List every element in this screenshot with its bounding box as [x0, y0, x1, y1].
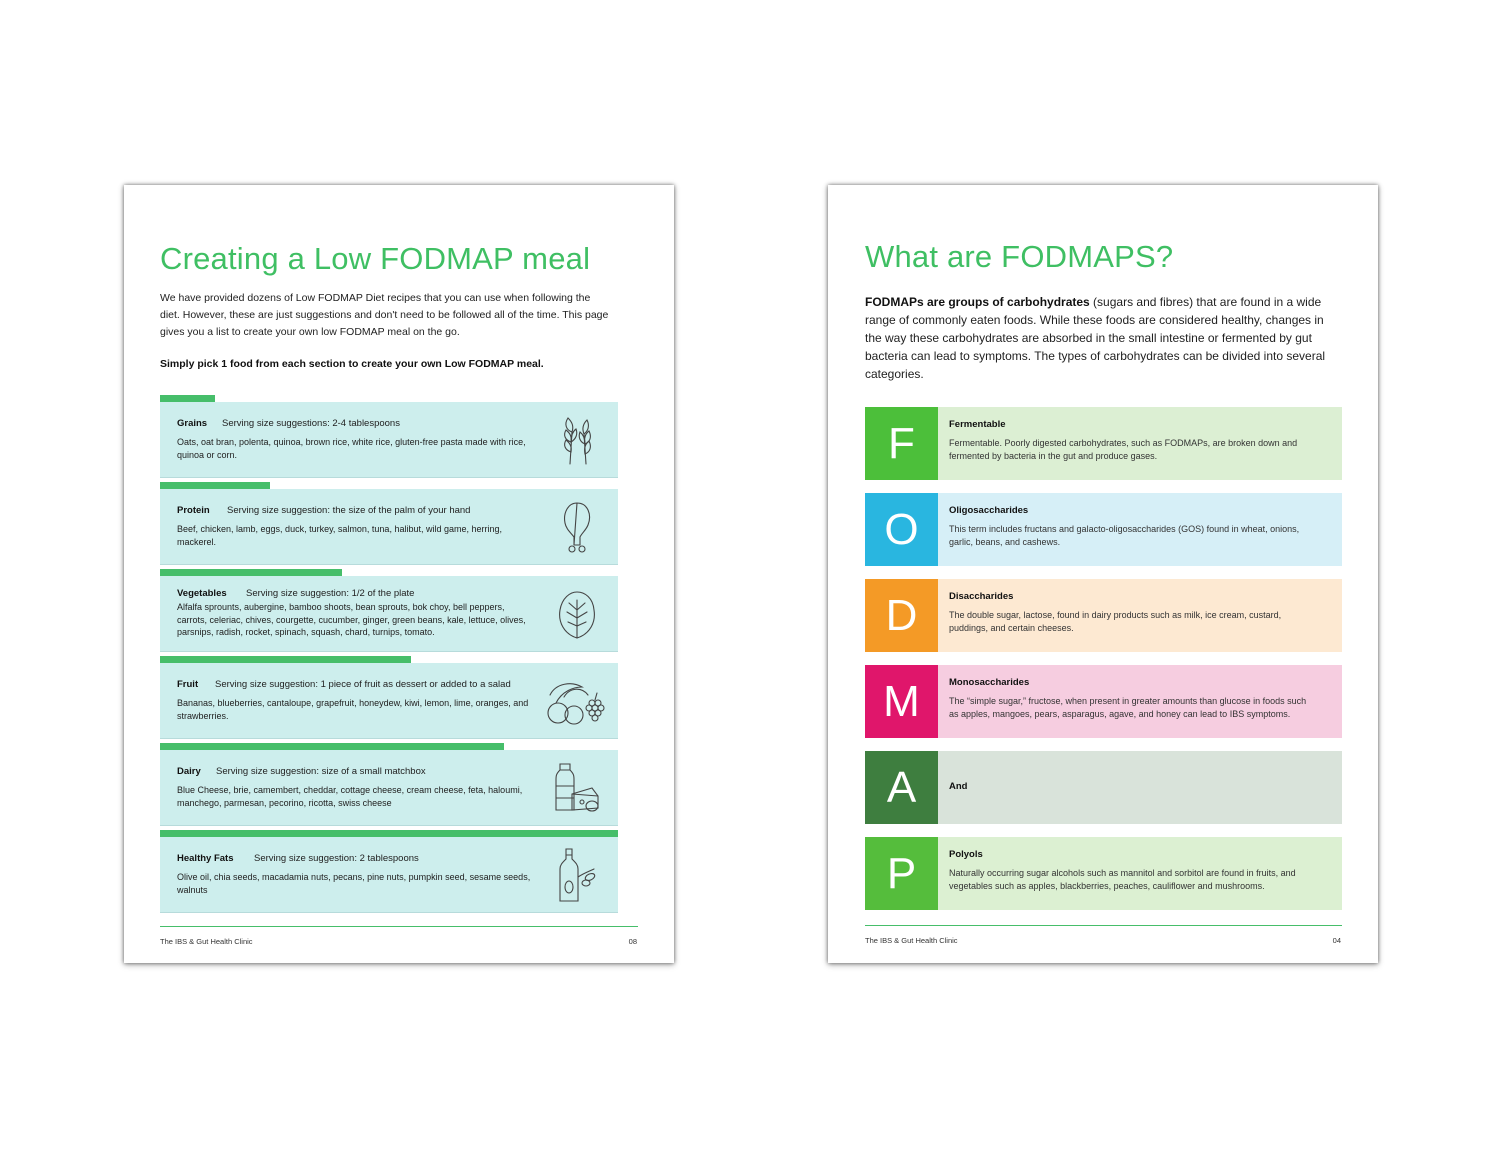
letter: P — [886, 848, 917, 898]
milk-cheese-icon — [552, 760, 602, 816]
section-name: Vegetables — [177, 588, 227, 599]
row-content — [938, 837, 1342, 910]
row-content — [938, 751, 1342, 824]
section-box — [160, 402, 618, 478]
letter: O — [884, 504, 919, 554]
category-name: Disaccharides — [949, 591, 1014, 602]
fruit-icon — [542, 673, 608, 729]
row-content — [938, 665, 1342, 738]
food-list: Beef, chicken, lamb, eggs, duck, turkey, salmon, tuna, halibut, wild game, herring, mackerel. — [177, 524, 502, 547]
serving-suggestion: Serving size suggestion: 1 piece of fruit as dessert or added to a salad — [215, 679, 511, 690]
wheat-icon — [552, 412, 602, 468]
section-accent-bar — [160, 656, 411, 663]
letter-tile — [865, 407, 938, 480]
section-box — [160, 576, 618, 652]
food-list: Bananas, blueberries, cantaloupe, grapefruit, honeydew, kiwi, lemon, lime, oranges, and strawberries. — [177, 698, 529, 721]
section-box — [160, 489, 618, 565]
category-description: Fermentable. Poorly digested carbohydrates, such as FODMAPs, are broken down and fermented by bacteria in the gut and produce gases. — [949, 438, 1298, 461]
letter: A — [886, 762, 917, 812]
footer-clinic-name: The IBS & Gut Health Clinic — [160, 937, 253, 946]
section-name: Healthy Fats — [177, 853, 234, 864]
footer-divider — [865, 925, 1342, 926]
section-box — [160, 837, 618, 913]
food-list: Olive oil, chia seeds, macadamia nuts, pecans, pine nuts, pumpkin seed, sesame seeds, walnuts — [177, 872, 531, 895]
category-name: Monosaccharides — [949, 677, 1030, 688]
letter: M — [883, 676, 920, 726]
letter-tile — [865, 493, 938, 566]
food-section-grains — [160, 395, 618, 482]
category-description: The double sugar, lactose, found in dairy products such as milk, ice cream, custard, puddings, and certain cheeses. — [949, 610, 1282, 633]
page-what-are-fodmaps — [828, 185, 1378, 963]
drumstick-icon — [552, 499, 602, 555]
section-box — [160, 750, 618, 826]
food-section-protein — [160, 482, 618, 569]
lead-paragraph — [865, 293, 1343, 383]
lead-bold: FODMAPs are groups of carbohydrates — [865, 295, 1090, 309]
section-name: Protein — [177, 505, 210, 516]
footer-clinic-name: The IBS & Gut Health Clinic — [865, 936, 958, 945]
page-title: Creating a Low FODMAP meal — [160, 241, 591, 276]
food-list: Oats, oat bran, polenta, quinoa, brown rice, white rice, gluten-free pasta made with rice, quinoa or corn. — [177, 437, 526, 460]
fodmap-row-monosaccharides — [865, 665, 1342, 738]
serving-suggestion: Serving size suggestion: 2 tablespoons — [254, 853, 419, 864]
food-section-healthy-fats — [160, 830, 618, 917]
page-meal-builder — [124, 185, 674, 963]
lead-rest: (sugars and fibres) that are found in a wide range of commonly eaten foods. While these foods are considered healthy, changes in the way these carbohydrates are absorbed in the small intestine or fermented by gut bacteria can lead to symptoms. The types of carbohydrates can be divided into several categories. — [865, 295, 1326, 381]
category-name: Polyols — [949, 849, 983, 860]
page-number: 04 — [1332, 936, 1341, 945]
row-content — [938, 407, 1342, 480]
letter-tile — [865, 665, 938, 738]
footer-divider — [160, 926, 638, 927]
food-list: Blue Cheese, brie, camembert, cheddar, cottage cheese, cream cheese, feta, haloumi, manchego, parmesan, pecorino, ricotta, swiss cheese — [177, 785, 523, 808]
section-accent-bar — [160, 830, 618, 837]
intro-paragraph: We have provided dozens of Low FODMAP Diet recipes that you can use when following the diet. However, these are just suggestions and don't need to be followed all of the time. This page gives you a list to create your own low FODMAP meal on the go. — [160, 292, 609, 338]
lettuce-icon — [552, 586, 602, 642]
serving-suggestion: Serving size suggestion: the size of the palm of your hand — [227, 505, 471, 516]
food-section-fruit — [160, 656, 618, 743]
category-description: The “simple sugar,” fructose, when present in greater amounts than glucose in foods such as apples, mangoes, pears, asparagus, agave, and honey can lead to IBS symptoms. — [949, 696, 1307, 719]
food-section-vegetables — [160, 569, 618, 656]
page-number: 08 — [628, 937, 637, 946]
section-accent-bar — [160, 395, 215, 402]
letter: D — [885, 590, 918, 640]
letter: F — [888, 418, 915, 468]
serving-suggestion: Serving size suggestion: size of a small matchbox — [216, 766, 426, 777]
serving-suggestion: Serving size suggestions: 2-4 tablespoons — [222, 418, 400, 429]
page-title: What are FODMAPS? — [865, 239, 1174, 274]
serving-suggestion: Serving size suggestion: 1/2 of the plate — [246, 588, 415, 599]
letter-tile — [865, 837, 938, 910]
food-list: Alfalfa sprounts, aubergine, bamboo shoots, bean sprouts, bok choy, bell peppers, carrots, celeriac, chives, courgette, cucumber, ginger, green beans, kale, lettuce, olives, parsnips, radish, rocket, spinach, squash, chard, turnips, tomato. — [177, 602, 526, 637]
category-name: Fermentable — [949, 419, 1006, 430]
fodmap-row-and — [865, 751, 1342, 824]
fodmap-row-oligosaccharides — [865, 493, 1342, 566]
category-name: And — [949, 781, 968, 792]
section-accent-bar — [160, 743, 504, 750]
letter-tile — [865, 751, 938, 824]
section-accent-bar — [160, 569, 342, 576]
category-description: This term includes fructans and galacto-oligosaccharides (GOS) found in wheat, onions, garlic, beans, and cashews. — [949, 524, 1300, 547]
section-name: Fruit — [177, 679, 199, 690]
fodmap-row-disaccharides — [865, 579, 1342, 652]
food-section-dairy — [160, 743, 618, 830]
section-accent-bar — [160, 482, 270, 489]
fodmap-row-fermentable — [865, 407, 1342, 480]
category-description: Naturally occurring sugar alcohols such as mannitol and sorbitol are found in fruits, and vegetables such as apples, blackberries, peaches, cauliflower and mushrooms. — [949, 868, 1296, 891]
section-name: Dairy — [177, 766, 201, 777]
row-content — [938, 493, 1342, 566]
instruction-text: Simply pick 1 food from each section to create your own Low FODMAP meal. — [160, 358, 544, 370]
letter-tile — [865, 579, 938, 652]
row-content — [938, 579, 1342, 652]
section-name: Grains — [177, 418, 208, 429]
category-name: Oligosaccharides — [949, 505, 1029, 516]
section-box — [160, 663, 618, 739]
fodmap-row-polyols — [865, 837, 1342, 910]
olive-oil-icon — [552, 847, 602, 903]
